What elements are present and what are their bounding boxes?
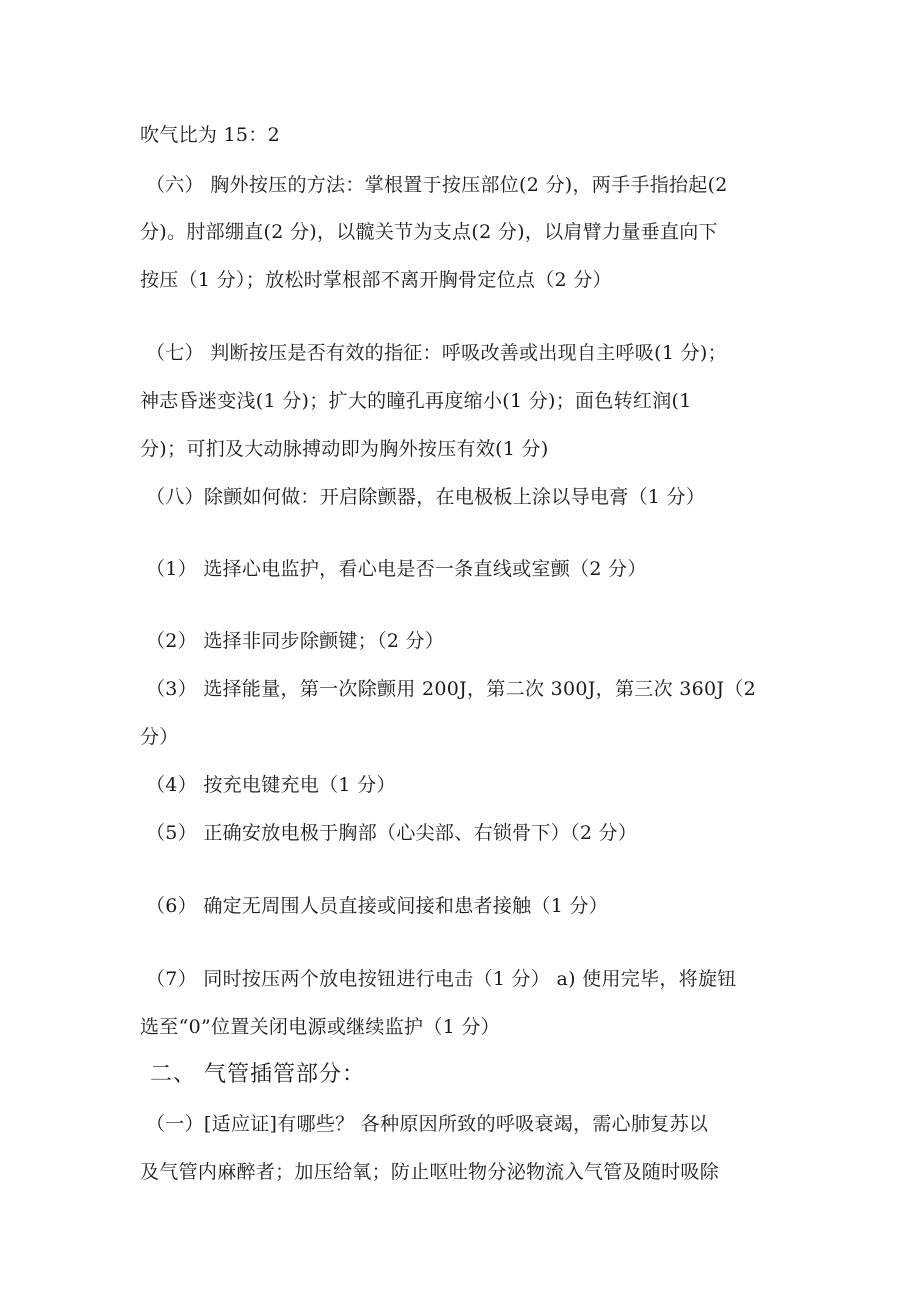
text-line-step-3-cont: 分） [140,726,179,748]
text-line-step-1: （1） 选择心电监护，看心电是否一条直线或室颤（2 分） [146,558,647,580]
text-line-step-2: （2） 选择非同步除颤键；（2 分） [146,630,445,652]
text-line-step-4: （4） 按充电键充电（1 分） [146,774,396,796]
text-line-indications-cont: 及气管内麻醉者；加压给氧；防止呕吐物分泌物流入气管及随时吸除 [140,1161,720,1183]
text-line-step-5: （5） 正确安放电极于胸部（心尖部、右锁骨下）（2 分） [146,822,638,844]
section-heading: 二、 气管插管部分： [150,1062,365,1087]
text-line-indications: （一）[适应证]有哪些？ 各种原因所致的呼吸衰竭，需心肺复苏以 [146,1113,709,1135]
text-line-step-3: （3） 选择能量，第一次除颤用 200J，第二次 300J，第三次 360J（2 [146,678,756,700]
text-line-section-8: （八）除颤如何做：开启除颤器，在电极板上涂以导电膏（1 分） [146,486,706,508]
text-line-section-7: （七） 判断按压是否有效的指征：呼吸改善或出现自主呼吸(1 分)； [146,342,727,364]
text-line-step-7-cont: 选至“0”位置关闭电源或继续监护（1 分） [140,1016,500,1038]
text-line-section-6-cont: 分)。肘部绷直(2 分)，以髋关节为支点(2 分)，以肩臂力量垂直向下 [140,221,718,243]
text-line-ratio: 吹气比为 15：2 [140,124,281,146]
text-line-section-6: （六） 胸外按压的方法：掌根置于按压部位(2 分)，两手手指抬起(2 [146,174,728,196]
text-line-section-6-end: 按压（1 分）；放松时掌根部不离开胸骨定位点（2 分） [140,269,612,291]
text-line-step-7: （7） 同时按压两个放电按钮进行电击（1 分） a) 使用完毕，将旋钮 [146,968,737,990]
text-line-section-7-cont: 神志昏迷变浅(1 分)；扩大的瞳孔再度缩小(1 分)；面色转红润(1 [140,390,692,412]
text-line-step-6: （6） 确定无周围人员直接或间接和患者接触（1 分） [146,895,609,917]
text-line-section-7-end: 分)；可扪及大动脉搏动即为胸外按压有效(1 分) [140,438,549,460]
